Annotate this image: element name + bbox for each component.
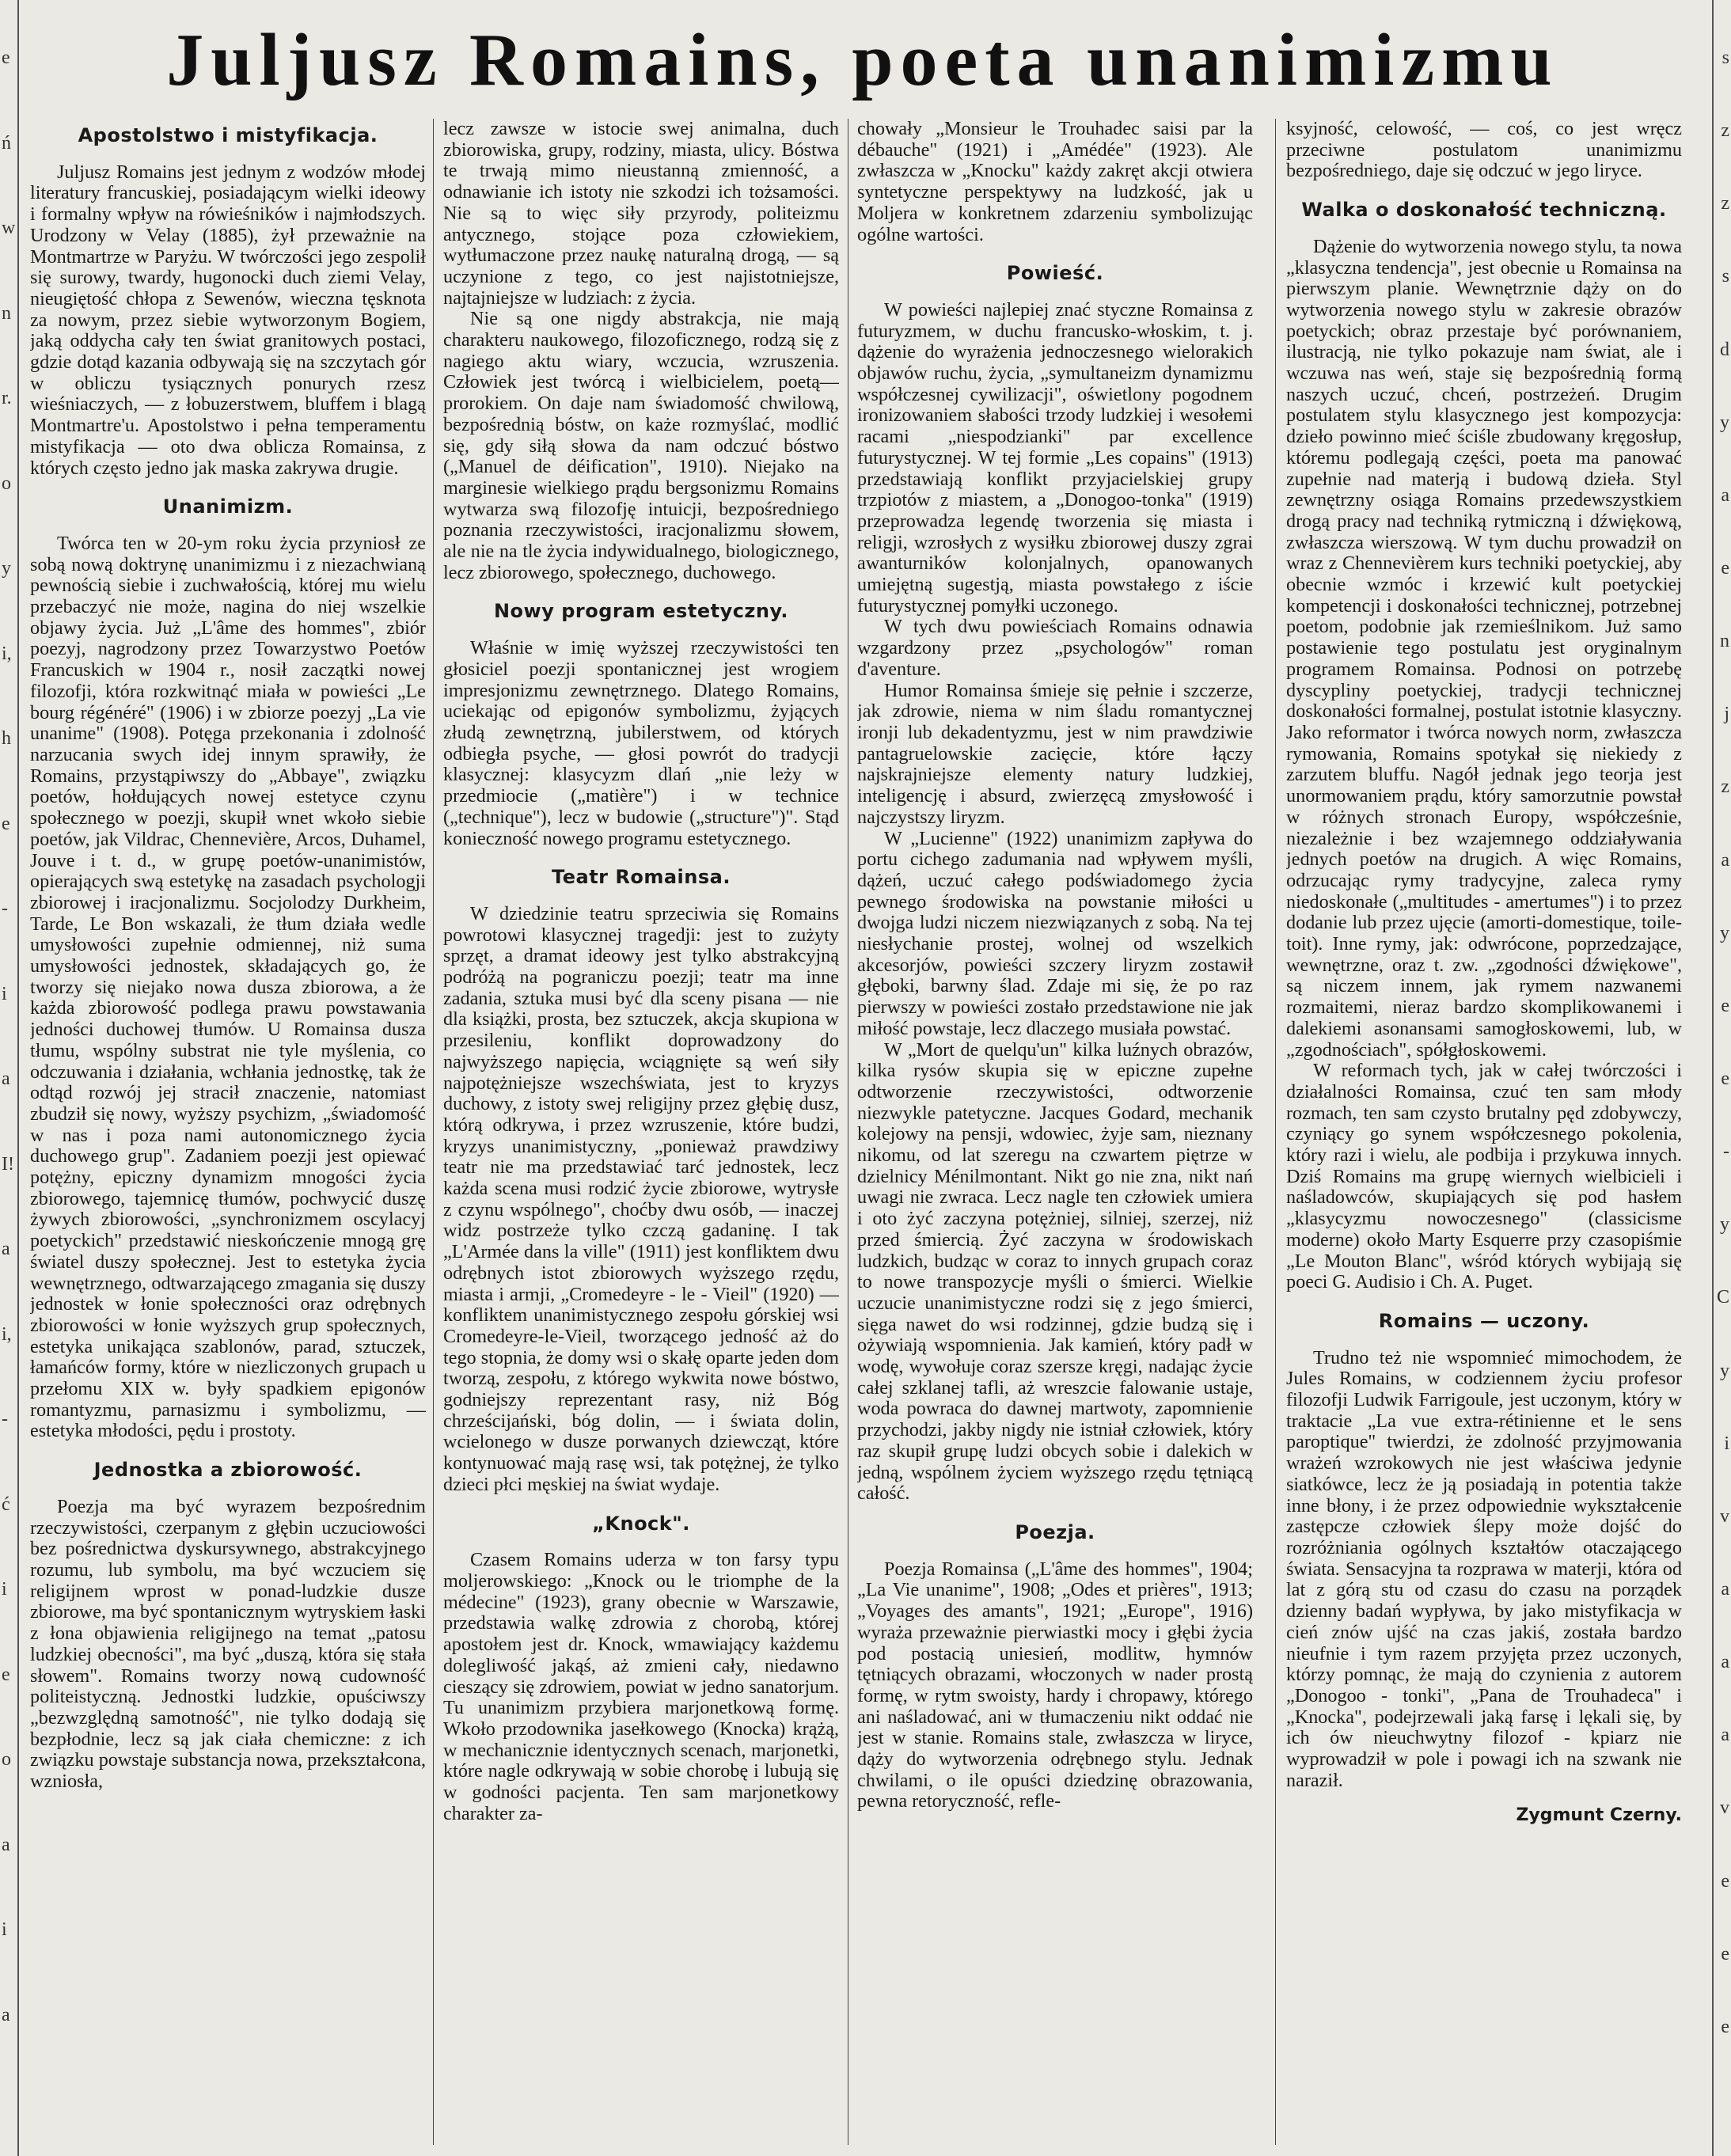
article-column-1	[30, 119, 426, 2129]
edge-letter: s	[1722, 266, 1729, 287]
edge-letter: e	[1721, 558, 1729, 579]
paragraph: ksyjność, celowość, — coś, co jest wręcz przeciwne postulatom unanimizmu bezpośredniego, daje się odczuć w jego liryce.	[1286, 119, 1682, 182]
edge-letter: r.	[2, 388, 12, 408]
paragraph: chowały „Monsieur le Trouhadec saisi par la débauche" (1921) i „Amédée" (1923). Ale zwłaszcza w „Knocku" każdy zakręt akcji otwiera syntetyczne perspektywy na ludzkość, jak u Moljera w konkretnem zdarzeniu symbolizując ogólne wartości.	[857, 119, 1253, 245]
column-rule	[1275, 119, 1276, 2145]
edge-letter: a	[2, 1069, 10, 1089]
edge-letter: w	[2, 218, 16, 238]
paragraph: W tych dwu powieściach Romains odnawia wzgardzony przez „psychologów" roman d'aventure.	[857, 616, 1253, 680]
paragraph: W reformach tych, jak w całej twórczości i działalności Romainsa, czuć ten sam młody rozmach, ten sam czysto brutalny pęd zdobywczy, czyniący go synem współczesnego pokolenia, który razi i wielu, ale podbija i przykuwa innych. Dziś Romains ma grupę wiernych wielbicieli i naśladowców, skupiających się pod hasłem „klasycyzmu nowoczesnego" (classicisme moderne) około Marty Esquerre przy czasopiśmie „Le Mouton Blanc", wśród których wybijają się poeci G. Audisio i Ch. A. Puget.	[1286, 1060, 1682, 1293]
edge-letter: v	[1720, 1797, 1729, 1819]
edge-letter: n	[1720, 631, 1729, 652]
section-heading: „Knock".	[592, 1512, 690, 1535]
edge-letter: ć	[2, 1494, 10, 1515]
edge-letter: z	[1721, 120, 1729, 142]
edge-letter: z	[1721, 776, 1729, 798]
section-heading: Unanimizm.	[162, 495, 294, 518]
edge-letter: -	[2, 898, 8, 919]
edge-letter: v	[1720, 1505, 1729, 1527]
edge-letter: d	[1720, 339, 1729, 360]
edge-letter: e	[2, 813, 10, 834]
edge-letter: y	[1720, 922, 1729, 943]
edge-letter: e	[1721, 2016, 1729, 2037]
edge-letter: i	[2, 983, 7, 1004]
edge-letter: n	[2, 302, 11, 324]
edge-letter: o	[2, 473, 11, 494]
paragraph: Juljusz Romains jest jednym z wodzów młodej literatury francuskiej, posiadającym wielki ideowy i formalny wpływ na rówieśników i najmłodszych. Urodzony w Velay (1885), żył przeważnie na Montmartrze w Paryżu. W twórczości jego zespolił się surowy, twardy, hugonocki duch ziemi Velay, nieugiętość chłopa z Sewenów, wieczna tęsknota za nowym, przez siebie wytworzonym Bogiem, jaką oddycha cały ten świat granitowych postaci, gdzie dotąd kazania odbywają się na szczytach gór w obliczu tysiącznych ponurych rzesz wieśniaczych, — z łobuzerstwem, bluffem i blagą Montmartre'u. Apostolstwo i pełna temperamentu mistyfikacja — oto dwa oblicza Romainsa, z których często jedno jak maska zakrywa drugie.	[30, 161, 426, 479]
paragraph: W „Lucienne" (1922) unanimizm zapływa do portu cichego zadumania nad wpływem myśli, dążeń, uczuć całego podświadomego życia pewnego środowiska na powstanie miłości u dwojga ludzi niczem niezwiązanych z sobą. Na tej niesłychanie prostej, wolnej od wszelkich akcesorjów, powieści szczery liryzm zostawił głęboki, barwny ślad. Zdaje mi się, że po raz pierwszy w powieści zostało przedstawione nie jak miłość powstaje, lecz dlaczego musiała powstać.	[857, 827, 1253, 1039]
edge-letter: i	[1724, 1433, 1729, 1454]
edge-letter: e	[1721, 995, 1729, 1016]
author-signature: Zygmunt Czerny.	[1516, 1805, 1682, 1826]
paragraph: Właśnie w imię wyższej rzeczywistości ten głosiciel poezji spontanicznej jest wrogiem impresjonizmu zewnętrznego. Dlatego Romains, uciekając od epigonów symbolizmu, żyjących złudą zewnętrzną, jubilerstwem, od których odbiegła psyche, — głosi powrót do tradycji klasycznej: klasycyzm dlań „nie leży w przedmiocie („matière") i w technice („technique"), lecz w budowie („structure")". Stąd konieczność nowego programu estetycznego.	[443, 637, 839, 849]
paragraph: lecz zawsze w istocie swej animalna, duch zbiorowiska, grupy, rodziny, miasta, ulicy. Bóstwa te trwają mimo nieustanną zmienność, a odnawianie ich istoty nie szkodzi ich tożsamości. Nie są to więc siły przyrody, politeizmu antycznego, stojące poza człowiekiem, wytłumaczone przez naukę naturalną drogą, — są uczynione z tego, co jest najistotniejsze, najtajniejsze w ludziach: z życia.	[443, 119, 839, 309]
section-heading: Nowy program estetyczny.	[493, 600, 789, 623]
edge-letter: s	[1722, 47, 1729, 68]
edge-letter: a	[1721, 1652, 1729, 1673]
edge-letter: -	[2, 1409, 8, 1429]
edge-letter: C	[1716, 1287, 1729, 1308]
article-column-2	[443, 119, 839, 2129]
edge-letter: j	[1724, 704, 1729, 725]
edge-letter: e	[1721, 1870, 1729, 1892]
edge-letter: I!	[2, 1153, 14, 1175]
edge-letter: i,	[2, 1323, 12, 1345]
paragraph: W „Mort de quelqu'un" kilka luźnych obrazów, kilka rysów skupia się w epiczne zupełne odtworzenie rzeczywistości, odtworzenie niezwykle patetyczne. Jacques Godard, mechanik kolejowy na pensji, wdowiec, żyje sam, nieznany nikomu, od lat szeregu na czwartem piętrze w dzielnicy Ménilmontant. Nikt go nie zna, nikt nań uwagi nie zwraca. Lecz nagle ten człowiek umiera i oto żyć zaczyna potężniej, silniej, szerzej, niż przed śmiercią. Żyć zaczyna w środowiskach ludzkich, budząc w coraz to innych grupach coraz to nowe transpozycje myśli o śmierci. Wielkie uczucie unanimistyczne rodzi się z jego śmierci, sięga nawet do wsi rodzinnej, gdzie budzą się i ożywiają wspomnienia. Jak kamień, który padł w wodę, wywołuje coraz szersze kręgi, nadając życie całej szklanej tafli, aż wreszcie falowanie ustaje, woda powraca do dawnej martwoty, zapomnienie przychodzi, jakby nigdy nie istniał człowiek, który raz skupił grupę ludzi obcych sobie i dalekich w jedną, wspólnem życiem wyższego rzędu tętniącą całość.	[857, 1038, 1253, 1505]
edge-letter: o	[2, 1749, 11, 1770]
paragraph: Humor Romainsa śmieje się pełnie i szczerze, jak zdrowie, niema w nim śladu romantycznej ironji lub dekadentyzmu, jest w nim prawdziwie pantagruelowskie zacięcie, które łączy najskrajniejsze elementy natury ludzkiej, inteligencję i absurd, zwierzęcą zmysłowość i najczystszy liryzm.	[857, 679, 1253, 828]
paragraph: Poezja ma być wyrazem bezpośrednim rzeczywistości, czerpanym z głębin uczuciowości bez pośrednictwa dyskursywnego, abstrakcyjnego rozumu, lub symbolu, ma być wczuciem się religijnem wprost w ponad-ludzkie dusze zbiorowe, ma być spontanicznym wytryskiem łaski z łona objawienia religijnego na temat „patosu ludzkiej obecności", ma być „duszą, która się stała słowem". Romains tworzy nową cudowność politeistyczną. Jednostki ludzkie, opuściwszy „bezwzględną samotność", nie tylko dodają się bezpłodnie, lecz są jak ciała chemiczne: z ich związku powstaje substancja nowa, przekształcona, wzniosła,	[30, 1495, 426, 1793]
edge-letter: y	[2, 558, 11, 579]
right-page-edge	[1712, 0, 1731, 2156]
section-heading: Jednostka a zbiorowość.	[93, 1459, 363, 1482]
section-heading: Poezja.	[1015, 1521, 1095, 1543]
edge-letter: e	[2, 47, 10, 68]
paragraph: Twórca ten w 20-ym roku życia przyniosł ze sobą nową doktrynę unanimizmu i z niezachwianą pewnością siebie i zuchwałością, której mu wielu przebaczyć nie może, nagina do niej wszelkie objawy życia. Już „L'âme des hommes", zbiór poezyj, nagrodzony przez Towarzystwo Poetów Francuskich w 1904 r., nosił zaczątki nowej filozofji, która rozkwitnąć miała w powieści „Le bourg régénéré" (1906) i w zbiorze poezyj „La vie unanime" (1908). Potęga przekonania i zdolność narzucania swych idej innym sprawiły, że Romains, przystąpiwszy do „Abbaye", związku poetów, hołdujących nowej estetyce czynu społecznego w poezji, skupił wnet wkoło siebie poetów, jak Vildrac, Chennevière, Arcos, Duhamel, Jouve i t. d., w grupę poetów-unanimistów, opierających swą estetykę na zasadach psychologji zbiorowej i iracjonalizmu. Socjolodzy Durkheim, Tarde, Le Bon wskazali, że tłum działa wedle umysłowości zupełnie odmiennej, niż suma umysłowości jednostek, składających go, że tworzy się niejako nowa dusza zbiorowa, a że każda zbiorowość podlega prawu powstawania jedności duchowej tłumów. U Romainsa dusza tłumu, wspólny substrat nie tyle myślenia, co odczuwania i działania, wchłania jednostkę, tak że odtąd rozwój jej stracił znaczenie, natomiast zbudził się nowy, wyższy psychizm, „świadomość w nas i poza nami autonomicznego życia duchowego grup". Zadaniem poezji jest opiewać potężny, epiczny dynamizm mnogości życia zbiorowego, tajemnicę tłumów, pochwycić duszę żywych zbiorowości, „synchronizmem oscylacyj poetyckich" przedstawić nieskończenie mnogą grę światel duszy społecznej. Jest to estetyka życia wewnętrznego, odtwarzającego zmagania się duszy jednostek w łonie społeczności oraz odrębnych zbiorowości w łonie wyższych grup społecznych, estetyka unikająca szablonów, parad, sztuczek, łamańców formy, które w niezliczonych grupach u przełomu XIX w. były spadkiem epigonów romantyzmu, parnasizmu i symbolizmu, — estetyka młodości, pędu i prostoty.	[30, 532, 426, 1442]
edge-letter: z	[1721, 193, 1729, 214]
article-column-3	[857, 119, 1253, 2129]
column-rule	[433, 119, 434, 2145]
edge-letter: -	[1723, 1141, 1729, 1163]
edge-letter: i	[2, 1579, 7, 1600]
edge-letter: a	[2, 2004, 10, 2025]
edge-letter: e	[2, 1664, 10, 1685]
paragraph: W powieści najlepiej znać styczne Romainsa z futuryzmem, w duchu francusko-włoskim, t. j. dążenie do wyrażenia jednoczesnego wielorakich objawów ruchu, życia, „symultaneizm dynamizmu współczesnej cywilizacji", oświetlony pogodnem ironizowaniem słabości trzody ludzkiej i wesołemi racami „niespodzianki" par excellence futurystycznej. W tej formie „Les copains" (1913) przedstawiają konflikt przyjacielskiej grupy trzpiotów z miastem, a „Donogoo-tonka" (1919) przeprowadza legendę tworzenia się miasta i religji, wzrosłych z wysiłku zbiorowej duszy zgrai awanturników kolonjalnych, opanowanych umiejętną sugestją, miasta powstałego z iście futurystycznej pomyłki uczonego.	[857, 298, 1253, 617]
paragraph: Trudno też nie wspomnieć mimochodem, że Jules Romains, w codziennem życiu profesor filozofji Ludwik Farrigoule, jest uczonym, który w traktacie „La vue extra-rétinienne et le sens paroptique" twierdzi, że zdolność przyjmowania wrażeń wzrokowych nie jest właściwa jedynie siatkówce, lecz że ją posiadają in potentia także inne błony, i że przez odpowiednie wykształcenie zastępcze człowiek ślepy może dojść do rozróżniania ogólnych kształtów otaczającego świata. Sensacyjna ta rozprawa w materji, która od lat z górą stu od czasu do czasu na porządek dzienny badań wypływa, by jako mistyfikacja w cień znów ujść na czas jakiś, została bardzo nieufnie i tym razem przyjęta przez uczonych, którzy pomnąc, że mają do czynienia z autorem „Donogoo - tonki", „Pana de Trouhadeca" i „Knocka", podejrzewali jaką farsę i lękali się, by ich ów nieuchwytny filozof - kpiarz nie wyprowadził w pole i powagi ich na szwank nie naraził.	[1286, 1346, 1682, 1791]
left-page-edge	[0, 0, 19, 2156]
edge-letter: h	[2, 728, 11, 749]
edge-letter: a	[1721, 1579, 1729, 1600]
paragraph: Czasem Romains uderza w ton farsy typu moljerowskiego: „Knock ou le triomphe de la médecine" (1923), grany obecnie w Warszawie, przedstawia walkę zdrowia z chorobą, której apostołem jest dr. Knock, wmawiający każdemu dolegliwość jakąś, aż zmieni cały, niedawno cieszący się zdrowiem, powiat w jedno sanatorjum. Tu unanimizm przybiera marjonetkową formę. Wkoło przodownika jasełkowego (Knocka) krążą, w mechanicznie identycznych scenach, marjonetki, które nagle odkrywają w sobie chorobę i lubują się w godności pacjenta. Ten sam marjonetkowy charakter za-	[443, 1549, 839, 1824]
section-heading: Teatr Romainsa.	[552, 866, 731, 889]
edge-letter: a	[1721, 1725, 1729, 1746]
edge-letter: a	[1721, 484, 1729, 506]
paragraph: Dążenie do wytworzenia nowego stylu, ta nowa „klasyczna tendencja", jest obecnie u Romainsa na pierwszym planie. Wewnętrznie dąży on do wytworzenia nowego stylu w zakresie obrazów poetyckich; obraz przestaje być porównaniem, ilustracją, nie tylko pokazuje nam świat, ale i wczuwa nas weń, staje się bezpośrednią formą naszych uczuć, chceń, postrzeżeń. Drugim postulatem stylu klasycznego jest kompozycja: dzieło powinno mieć ściśle zbudowany kręgosłup, któremu podlegają części, poeta ma panować zupełnie nad materją i budową dzieła. Styl zewnętrzny osiąga Romains przedewszystkiem drogą pracy nad techniką rytmiczną i dźwiękową, zwłaszcza wierszową. W tym duchu prowadził on wraz z Chennevièrem kurs techniki poetyckiej, aby obecnie wzmóc i krzewić kult poetyckiej kompetencji i doskonałości technicznej, potrzebnej poetom, podobnie jak rzemieślnikom. Już samo postawienie tego postulatu jest oryginalnym programem Romainsa. Podnosi on potrzebę dyscypliny poetyckiej, tradycji technicznej doskonałości formalnej, postulat istotnie klasyczny. Jako reformator i twórca nowych norm, zwłaszcza rymowania, Romains spotykał się niekiedy z zarzutem bluffu. Nagół jednak jego teorja jest unormowaniem prądu, który samorzutnie powstał w różnych stronach Europy, współcześnie, niezależnie i bez wzajemnego oddziaływania jednych poetów na drugich. A więc Romains, odrzucając rymy tradycyjne, zaleca rymy niedoskonałe („multitudes - amertumes") i to przez dodanie lub przez ujęcie (amorti-domestique, toile-toit). Inne rymy, jak: odwrócone, poprzedzające, wewnętrzne, oraz t. zw. „zgodności dźwiękowe", są niczem innem, jak rymem nazwanemi rozmaitemi, nieraz bardzo skomplikowanemi i dalekiemi asonansami samogłoskowemi, lub, w „zgodnościach", spółgłoskowemi.	[1286, 235, 1682, 1061]
edge-letter: e	[1721, 1943, 1729, 1964]
section-heading: Apostolstwo i mistyfikacja.	[78, 124, 378, 146]
article-column-4	[1286, 119, 1682, 2129]
edge-letter: i,	[2, 643, 12, 664]
section-heading: Powieść.	[1006, 262, 1104, 285]
edge-letter: a	[2, 1239, 10, 1259]
edge-letter: ń	[2, 132, 11, 154]
edge-letter: y	[1720, 1214, 1729, 1236]
paragraph: Poezja Romainsa („L'âme des hommes", 1904; „La Vie unanime", 1908; „Odes et prières", 1913; „Voyages des amants", 1921; „Europe", 1916) wyraża przeważnie pierwiastki mocy i głębi życia pod postacią uniesień, modlitw, hymnów tętniących obrazami, włoczonych w nader prostą formę, w rytm swoisty, hardy i chropawy, którego ani naśladować, ani w tłumaczeniu nikt oddać nie jest w stanie. Romains stale, zwłaszcza w liryce, dąży do wytworzenia odrębnego stylu. Jednak chwilami, o ile opuści dziedzinę obrazowania, pewna retoryczność, refle-	[857, 1558, 1253, 1812]
paragraph: W dziedzinie teatru sprzeciwia się Romains powrotowi klasycznej tragedji: jest to zużyty sprzęt, a dramat ideowy jest tylko abstrakcyjną podróżą na pograniczu poezji; teatr ma inne zadania, sztuka musi być dla sceny pisana — nie dla książki, prosta, bez sztuczek, akcja skupiona w przesileniu, konflikt doprowadzony do najwyższego napięcia, wciągnięte są weń siły najpotężniejsze wszechświata, jest to kryzys duchowy, z istoty swej religijny przez głębię dusz, którą odkrywa, i przez wzruszenie, które budzi, kryzys unanimistyczny, „ponieważ prawdziwy teatr nie ma przedstawiać tarć jednostek, lecz każda scena musi rodzić życie zbiorowe, wytrysłe z czynu wspólnego", choćby dwu osób, — inaczej widz postrzeże tylko czczą gadaninę. I tak „L'Armée dans la ville" (1911) jest konfliktem dwu odrębnych istot zbiorowych wyższego rzędu, miasta i armji, „Cromedeyre - le - Vieil" (1920) — konfliktem unanimistycznego zespołu górskiej wsi Cromedeyre-le-Vieil, tworzącego jedność aż do tego stopnia, że domy wsi o skałę oparte jeden dom tworzą, zespołu, z którego wykwita nowe bóstwo, godniejszy reprezentant rasy, niż Bóg chrześcijański, bóg dolin, — i świata dolin, wcielonego w dusze porwanych dziewcząt, które kontynuować mają rasę wsi, tak potężnej, że tylko dzieci płci męskiej na świat wydaje.	[443, 902, 839, 1495]
edge-letter: a	[1721, 849, 1729, 871]
paragraph: Nie są one nigdy abstrakcja, nie mają charakteru naukowego, filozoficznego, rodzą się z nagiego aktu wiary, wczucia, wzruszenia. Człowiek jest twórcą i wielbicielem, poetą—prorokiem. On daje nam świadomość chwilową, bezpośrednią bóstw, on każe rozmyślać, modlić się, gdy siłą słowa da nam odczuć bóstwo („Manuel de déification", 1910). Niejako na marginesie wielkiego prądu bergsonizmu Romains wytwarza swą filozofję intuicji, bezpośredniego poznania rzeczywistości, iracjonalizmu słowem, ale nie na tle życia indywidualnego, biologicznego, lecz zbiorowego, społecznego, duchowego.	[443, 308, 839, 583]
section-heading: Romains — uczony.	[1378, 1309, 1590, 1332]
edge-letter: a	[2, 1834, 10, 1855]
article-title: Juljusz Romains, poeta unanimizmu	[166, 19, 1559, 101]
edge-letter: y	[1720, 412, 1729, 433]
edge-letter: e	[1721, 1069, 1729, 1089]
edge-letter: y	[1720, 1360, 1729, 1381]
section-heading: Walka o doskonałość techniczną.	[1301, 199, 1667, 222]
edge-letter: i	[2, 1919, 7, 1940]
